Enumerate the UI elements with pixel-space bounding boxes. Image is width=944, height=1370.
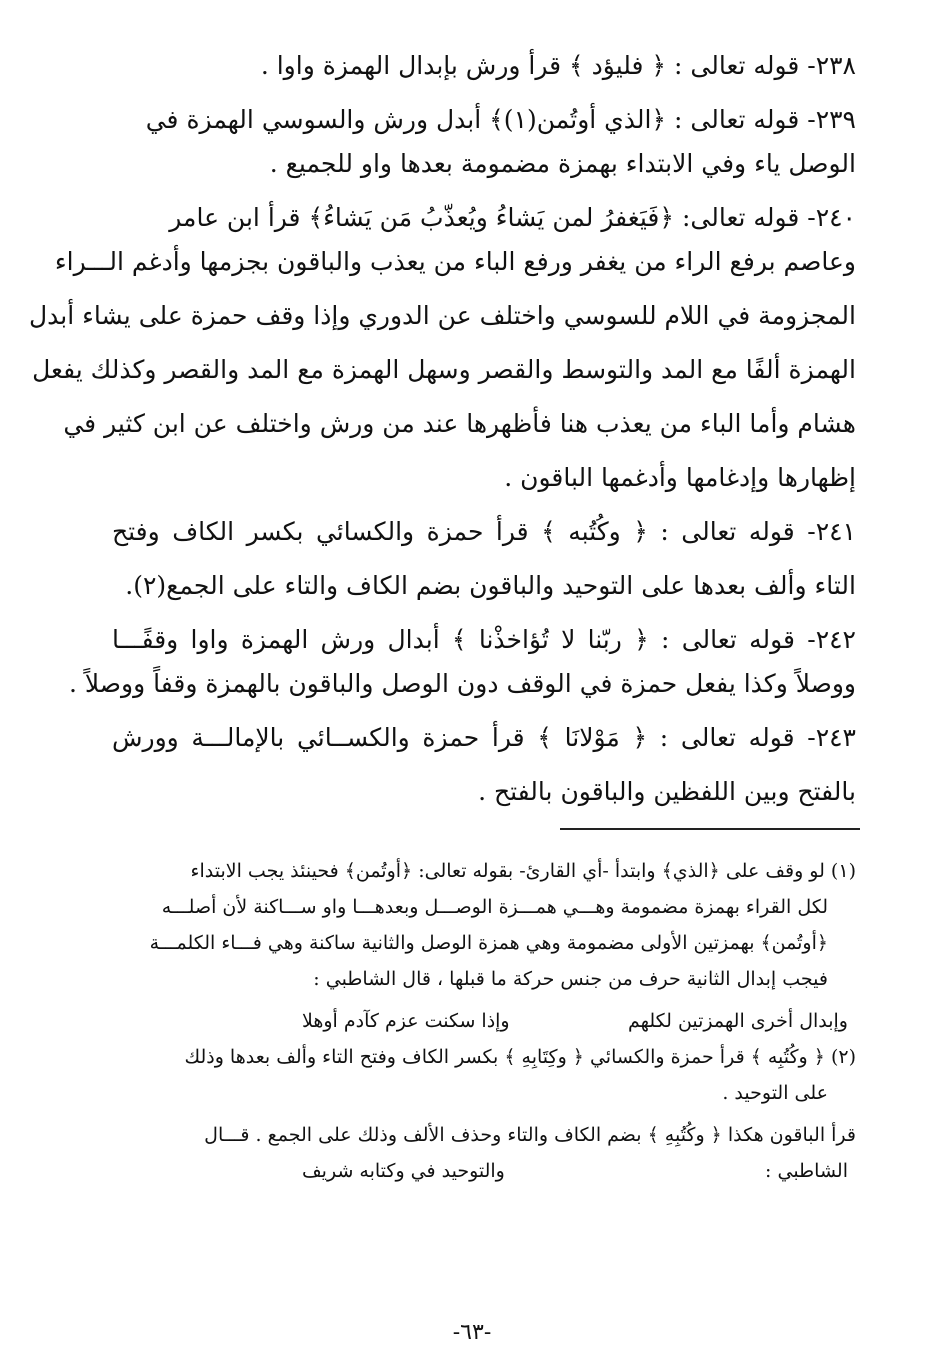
footnote-line: فيجب إبدال الثانية حرف من جنس حركة ما قبلها ، قال الشاطبي : xyxy=(313,968,828,990)
footnotes xyxy=(122,853,856,1189)
text-line: المجزومة في اللام للسوسي واختلف عن الدوري وإذا وقف حمزة على يشاء أبدل xyxy=(29,301,856,330)
verse-first-hemistich: الشاطبي : xyxy=(765,1160,848,1182)
footnote-line: لكل القراء بهمزة مضمومة وهـــي همـــزة الوصـــل وبعدهـــا واو ســـاكنة لأن أصلـــه xyxy=(161,896,828,918)
footnote-line: (٢) ﴿ وكُتُبِه ﴾ قرأ حمزة والكسائي ﴿ وكِتَابِهِ ﴾ بكسر الكاف وفتح التاء وألف بعدها وذلك xyxy=(184,1046,856,1068)
verse-second-hemistich: والتوحيد في وكتابه شريف xyxy=(302,1160,505,1182)
text-line: الوصل ياء وفي الابتداء بهمزة مضمومة بعدها واو للجميع . xyxy=(269,149,856,178)
text-line: ٢٤١- قوله تعالى : ﴿ وكُتُبه ﴾ قرأ حمزة والكسائي بكسر الكاف وفتح xyxy=(112,517,856,546)
text-line: ووصلاً وكذا يفعل حمزة في الوقف دون الوصل والباقون بالهمزة وقفاً ووصلاً . xyxy=(69,669,856,698)
text-line: ٢٤٠- قوله تعالى: ﴿فَيَغفرُ لمن يَشاءُ ويُعذّبُ مَن يَشاءُ﴾ قرأ ابن عامر xyxy=(169,203,856,232)
main-text xyxy=(29,44,856,814)
text-line: وعاصم برفع الراء من يغفر ورفع الباء من يعذب والباقون بجزمها وأدغم الـــراء xyxy=(54,247,856,276)
text-line: ٢٤٣- قوله تعالى : ﴿ مَوْلانَا ﴾ قرأ حمزة والكســائي بالإمالـــة وورش xyxy=(112,723,856,752)
text-line: ٢٣٩- قوله تعالى : ﴿الذي أوتُمن(١)﴾ أبدل ورش والسوسي الهمزة في xyxy=(145,105,856,134)
text-line: التاء وألف بعدها على التوحيد والباقون بضم الكاف والتاء على الجمع(٢). xyxy=(125,571,856,600)
footnote-line: على التوحيد . xyxy=(722,1082,828,1104)
poetry-verse xyxy=(122,1003,856,1039)
footnote-line: قرأ الباقون هكذا ﴿ وكُتُبِهِ ﴾ بضم الكاف والتاء وحذف الألف وذلك على الجمع . قـــال xyxy=(204,1124,856,1146)
text-line: الهمزة ألفًا مع المد والتوسط والقصر وسهل الهمزة مع المد والقصر وكذلك يفعل xyxy=(32,355,856,384)
verse-first-hemistich: وإبدال أخرى الهمزتين لكلهم xyxy=(627,1010,848,1032)
text-line: بالفتح وبين اللفظين والباقون بالفتح . xyxy=(478,777,856,806)
footnote-line: (١) لو وقف على ﴿الذي﴾ وابتدأ -أي القارئ- بقوله تعالى: ﴿أوتُمن﴾ فحينئذ يجب الابتداء xyxy=(190,860,856,882)
text-line: إظهارها وإدغامها وأدغمها الباقون . xyxy=(504,463,856,492)
page-number: -٦٣- xyxy=(452,1320,492,1345)
footnote-line: ﴿أوتُمن﴾ بهمزتين الأولى مضمومة وهي همزة الوصل والثانية ساكنة وهي فـــاء الكلمـــة xyxy=(149,932,828,954)
poetry-verse xyxy=(122,1153,856,1189)
verse-second-hemistich: وإذا سكنت عزم كآدم أوهلا xyxy=(302,1010,510,1032)
footnote-divider xyxy=(560,828,860,830)
text-line: هشام وأما الباء من يعذب هنا فأظهرها عند من ورش واختلف عن ابن كثير في xyxy=(63,409,856,438)
text-line: ٢٤٢- قوله تعالى : ﴿ ربّنا لا تُؤاخذْنا ﴾ أبدال ورش الهمزة واوا وقفًـــا xyxy=(112,625,856,654)
text-line: ٢٣٨- قوله تعالى : ﴿ فليؤد ﴾ قرأ ورش بإبدال الهمزة واوا . xyxy=(260,51,856,80)
